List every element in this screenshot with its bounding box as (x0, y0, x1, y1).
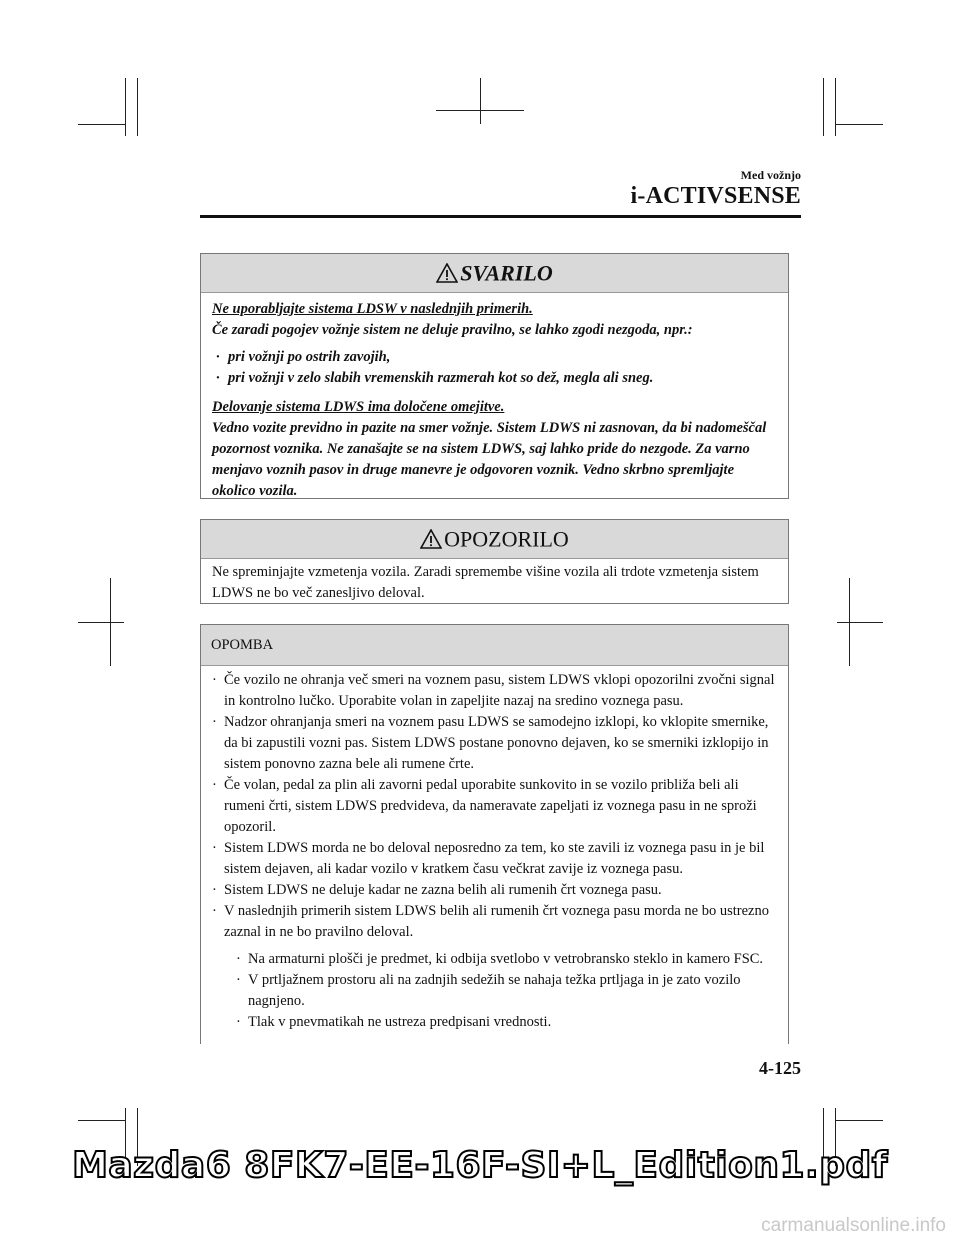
list-item: · Sistem LDWS morda ne bo deloval neposredno za tem, ko ste zavili iz voznega pasu in je bil sistem dejaven, ali kadar vozilo v kratkem času večkrat zavije iz voznega pasu. (212, 838, 778, 880)
crop-mark (78, 1120, 126, 1121)
warning-icon (436, 263, 458, 283)
crop-mark (835, 124, 883, 125)
svarilo-text-1: Če zaradi pogojev vožnje sistem ne deluje pravilno, se lahko zgodi nezgoda, npr.: (212, 322, 693, 338)
opomba-list (212, 670, 778, 1033)
svarilo-body (201, 293, 788, 512)
list-item: · Nadzor ohranjanja smeri na voznem pasu LDWS se samodejno izklopi, ko vklopite smernike, da bi zapustili vozni pas. Sistem LDWS postane ponovno dejaven, ko se smerniki izklopijo in sistem ponovno zazna bele ali rumene črte. (212, 712, 778, 775)
crop-mark (78, 124, 126, 125)
list-item (212, 901, 778, 1033)
crop-mark (835, 1120, 883, 1121)
crop-mark (137, 78, 138, 136)
crop-mark (823, 78, 824, 136)
crop-mark (436, 110, 524, 111)
svarilo-subtitle-1: Ne uporabljajte sistema LDSW v naslednjih primerih. (212, 301, 533, 317)
list-item: · Tlak v pnevmatikah ne ustreza predpisani vrednosti. (236, 1012, 778, 1033)
crop-mark (480, 78, 481, 124)
section-label: Med vožnjo (740, 168, 801, 182)
opozorilo-text: Ne spreminjajte vzmetenja vozila. Zaradi spremembe višine vozila ali trdote vzmetenja sistem LDWS ne bo več zanesljivo deloval. (212, 564, 759, 601)
opozorilo-box (200, 519, 789, 604)
list-item-text: V naslednjih primerih sistem LDWS belih ali rumenih črt voznega pasu morda ne bo ustrezno zaznal in ne bo pravilno deloval. (224, 903, 769, 940)
svarilo-box (200, 253, 789, 499)
list-item: · Če volan, pedal za plin ali zavorni pedal uporabite sunkovito in se vozilo približa beli ali rumeni črti, sistem LDWS predvideva, da nameravate zapeljati iz voznega pasu in ne sproži opozoril. (212, 775, 778, 838)
opozorilo-title: OPOZORILO (444, 526, 569, 552)
svarilo-header (201, 254, 788, 293)
svarilo-subtitle-2: Delovanje sistema LDWS ima določene omejitve. (212, 399, 505, 415)
crop-mark (110, 578, 111, 666)
svarilo-title: SVARILO (460, 260, 553, 286)
opozorilo-header (201, 520, 788, 559)
opomba-title: OPOMBA (201, 625, 788, 666)
svarilo-text-2: Vedno vozite previdno in pazite na smer vožnje. Sistem LDWS ni zasnovan, da bi nadomeščal pozornost voznika. Ne zanašajte se na sistem LDWS, saj lahko pride do nezgode. Za varno menjavo voznih pasov in druge manevre je odgovoren voznik. Vedno skrbno spremljajte okolico vozila. (212, 420, 767, 499)
page-number: 4-125 (759, 1058, 801, 1078)
list-item: · pri vožnji v zelo slabih vremenskih razmerah kot so dež, megla ali sneg. (212, 368, 778, 389)
list-item: · Če vozilo ne ohranja več smeri na voznem pasu, sistem LDWS vklopi opozorilni zvočni signal in kontrolno lučko. Uporabite volan in zapeljite nazaj na sredino voznega pasu. (212, 670, 778, 712)
crop-mark (837, 622, 883, 623)
svarilo-bullets (212, 347, 778, 389)
page-title: i-ACTIVSENSE (630, 183, 801, 209)
list-item: · pri vožnji po ostrih zavojih, (212, 347, 778, 368)
opomba-box (200, 624, 789, 1044)
crop-mark (849, 578, 850, 666)
crop-mark (125, 78, 126, 136)
opomba-body (201, 666, 788, 1043)
warning-icon (420, 529, 442, 549)
header-divider (200, 215, 801, 218)
footer-filename: Mazda6 8FK7-EE-16F-SI+L_Edition1.pdf (72, 1145, 888, 1186)
opomba-sublist (236, 949, 778, 1033)
list-item: · Sistem LDWS ne deluje kadar ne zazna belih ali rumenih črt voznega pasu. (212, 880, 778, 901)
watermark: carmanualsonline.info (761, 1215, 946, 1236)
list-item: · Na armaturni plošči je predmet, ki odbija svetlobo v vetrobransko steklo in kamero FSC. (236, 949, 778, 970)
crop-mark (78, 622, 124, 623)
list-item: · V prtljažnem prostoru ali na zadnjih sedežih se nahaja težka prtljaga in je zato vozilo nagnjeno. (236, 970, 778, 1012)
crop-mark (835, 78, 836, 136)
